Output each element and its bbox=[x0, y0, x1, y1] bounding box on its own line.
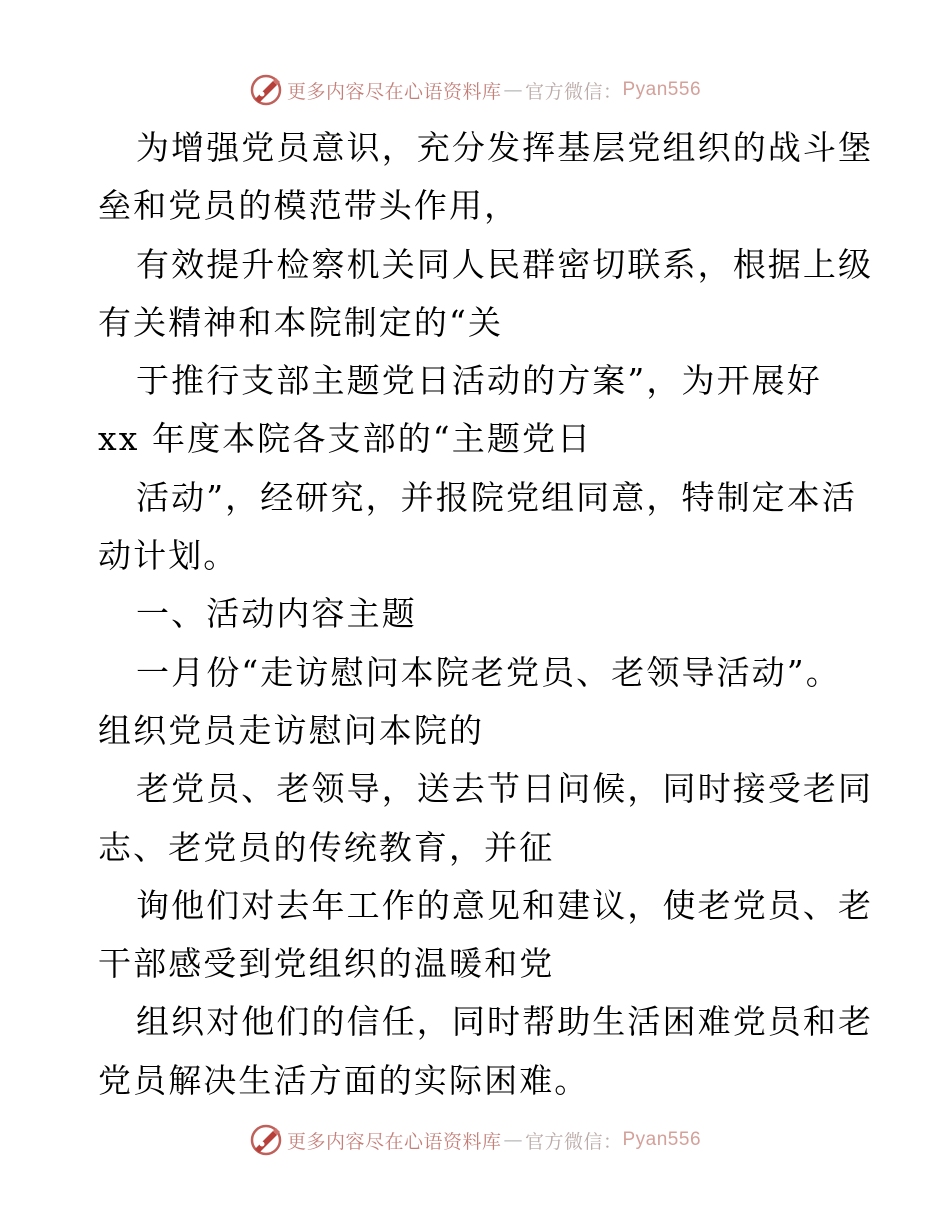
banner-wechat-id: Pyan556 bbox=[622, 1129, 702, 1150]
banner-wechat-id: Pyan556 bbox=[622, 79, 702, 100]
footer-banner bbox=[0, 1122, 950, 1158]
text-line: 为增强党员意识，充分发挥基层党组织的战斗堡 bbox=[136, 128, 874, 167]
body-text bbox=[98, 119, 874, 1110]
text-line: 垒和党员的模范带头作用， bbox=[98, 186, 520, 226]
text-line: 一月份“走访慰问本院老党员、老领导活动”。 bbox=[136, 652, 841, 692]
banner-dash: — bbox=[503, 1129, 523, 1151]
text-line: 有关精神和本院制定的“关 bbox=[98, 302, 504, 342]
text-line: 组织对他们的信任，同时帮助生活困难党员和老 bbox=[136, 1002, 874, 1042]
banner-prefix: 更多内容尽在心语资料库 bbox=[286, 80, 502, 103]
text-line: 干部感受到党组织的温暖和党 bbox=[98, 944, 555, 984]
text-line: 一、活动内容主题 bbox=[136, 594, 417, 634]
header-banner bbox=[0, 72, 950, 108]
banner-prefix: 更多内容尽在心语资料库 bbox=[286, 1130, 502, 1153]
banner-wechat-label: 官方微信： bbox=[524, 1130, 623, 1153]
pen-seal-icon bbox=[249, 1123, 283, 1157]
text-line: 于推行支部主题党日活动的方案”，为开展好 bbox=[136, 361, 822, 401]
banner-wechat-label: 官方微信： bbox=[524, 80, 623, 103]
text-line: 动计划。 bbox=[98, 536, 239, 576]
banner-dash: — bbox=[503, 79, 523, 101]
text-line: 志、老党员的传统教育，并征 bbox=[98, 827, 555, 867]
text-line: 活动”，经研究，并报院党组同意，特制定本活 bbox=[136, 477, 857, 517]
pen-seal-icon bbox=[249, 73, 283, 107]
text-line: xx 年度本院各支部的“主题党日 bbox=[98, 419, 593, 459]
text-line: 询他们对去年工作的意见和建议，使老党员、老 bbox=[136, 885, 874, 925]
text-line: 党员解决生活方面的实际困难。 bbox=[98, 1060, 590, 1100]
text-line: 组织党员走访慰问本院的 bbox=[98, 710, 485, 750]
text-line: 有效提升检察机关同人民群密切联系，根据上级 bbox=[136, 244, 874, 284]
text-line: 老党员、老领导，送去节日问候，同时接受老同 bbox=[136, 769, 874, 809]
